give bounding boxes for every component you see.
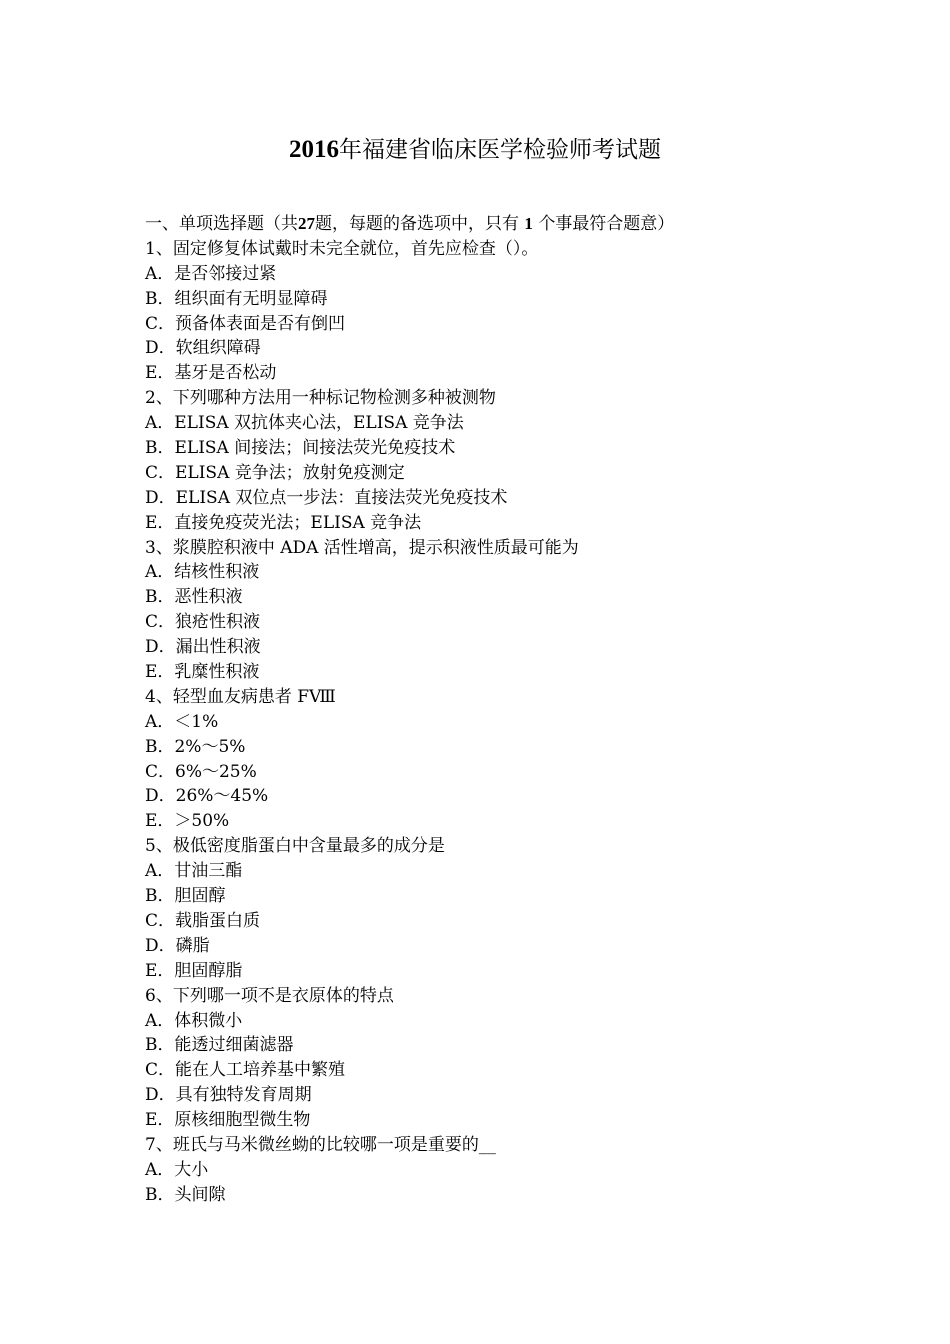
answer-option: B．能透过细菌滤器 xyxy=(145,1035,294,1056)
answer-option: E．＞50% xyxy=(145,811,230,832)
answer-option: B．头间隙 xyxy=(145,1184,226,1205)
answer-option: D．ELISA 双位点一步法：直接法荧光免疫技术 xyxy=(145,487,508,508)
answer-option: A．是否邻接过紧 xyxy=(145,263,277,284)
question-stem: 6、下列哪一项不是衣原体的特点 xyxy=(145,985,394,1006)
question-stem: 2、下列哪种方法用一种标记物检测多种被测物 xyxy=(145,388,496,409)
answer-option: C．预备体表面是否有倒凹 xyxy=(145,313,346,334)
question-stem: 5、极低密度脂蛋白中含量最多的成分是 xyxy=(145,836,445,857)
question-stem: 3、浆膜腔积液中 ADA 活性增高，提示积液性质最可能为 xyxy=(145,537,579,558)
answer-option: C．6%～25% xyxy=(145,761,257,782)
answer-option: C．能在人工培养基中繁殖 xyxy=(145,1060,346,1081)
question-stem: 7、班氏与马米微丝蚴的比较哪一项是重要的__ xyxy=(145,1134,496,1155)
answer-option: B．恶性积液 xyxy=(145,587,243,608)
document-title xyxy=(0,134,950,166)
answer-option: D．漏出性积液 xyxy=(145,637,261,658)
answer-option: C．载脂蛋白质 xyxy=(145,910,261,931)
title-text: 年福建省临床医学检验师考试题 xyxy=(339,137,661,163)
answer-option: B．2%～5% xyxy=(145,736,246,757)
answer-option: D．具有独特发育周期 xyxy=(145,1085,312,1106)
answer-option: B．组织面有无明显障碍 xyxy=(145,288,328,309)
answer-option: E．原核细胞型微生物 xyxy=(145,1110,311,1131)
answer-option: A．＜1% xyxy=(145,711,219,732)
answer-option: A．甘油三酯 xyxy=(145,861,243,882)
answer-option: A．ELISA 双抗体夹心法，ELISA 竞争法 xyxy=(145,413,464,434)
section-heading: 一、单项选择题（共27题，每题的备选项中，只有 1 个事最符合题意） xyxy=(145,214,675,234)
answer-option: E．胆固醇脂 xyxy=(145,960,243,981)
answer-option: E．乳糜性积液 xyxy=(145,662,260,683)
answer-option: D．磷脂 xyxy=(145,935,210,956)
answer-option: B．ELISA 间接法；间接法荧光免疫技术 xyxy=(145,438,456,459)
answer-option: C．狼疮性积液 xyxy=(145,612,261,633)
answer-option: D．26%～45% xyxy=(145,786,269,807)
title-year: 2016 xyxy=(289,136,339,163)
answer-option: D．软组织障碍 xyxy=(145,338,261,359)
question-stem: 4、轻型血友病患者 FⅧ xyxy=(145,686,336,707)
answer-option: E．直接免疫荧光法；ELISA 竞争法 xyxy=(145,512,422,533)
answer-option: E．基牙是否松动 xyxy=(145,363,277,384)
answer-option: A．结核性积液 xyxy=(145,562,260,583)
document-body xyxy=(145,212,845,1208)
question-stem: 1、固定修复体试戴时未完全就位，首先应检查（）。 xyxy=(145,238,539,259)
answer-option: B．胆固醇 xyxy=(145,886,226,907)
question-list xyxy=(145,237,845,1208)
answer-option: C．ELISA 竞争法；放射免疫测定 xyxy=(145,462,405,483)
answer-option: A．体积微小 xyxy=(145,1010,243,1031)
answer-option: A．大小 xyxy=(145,1159,209,1180)
